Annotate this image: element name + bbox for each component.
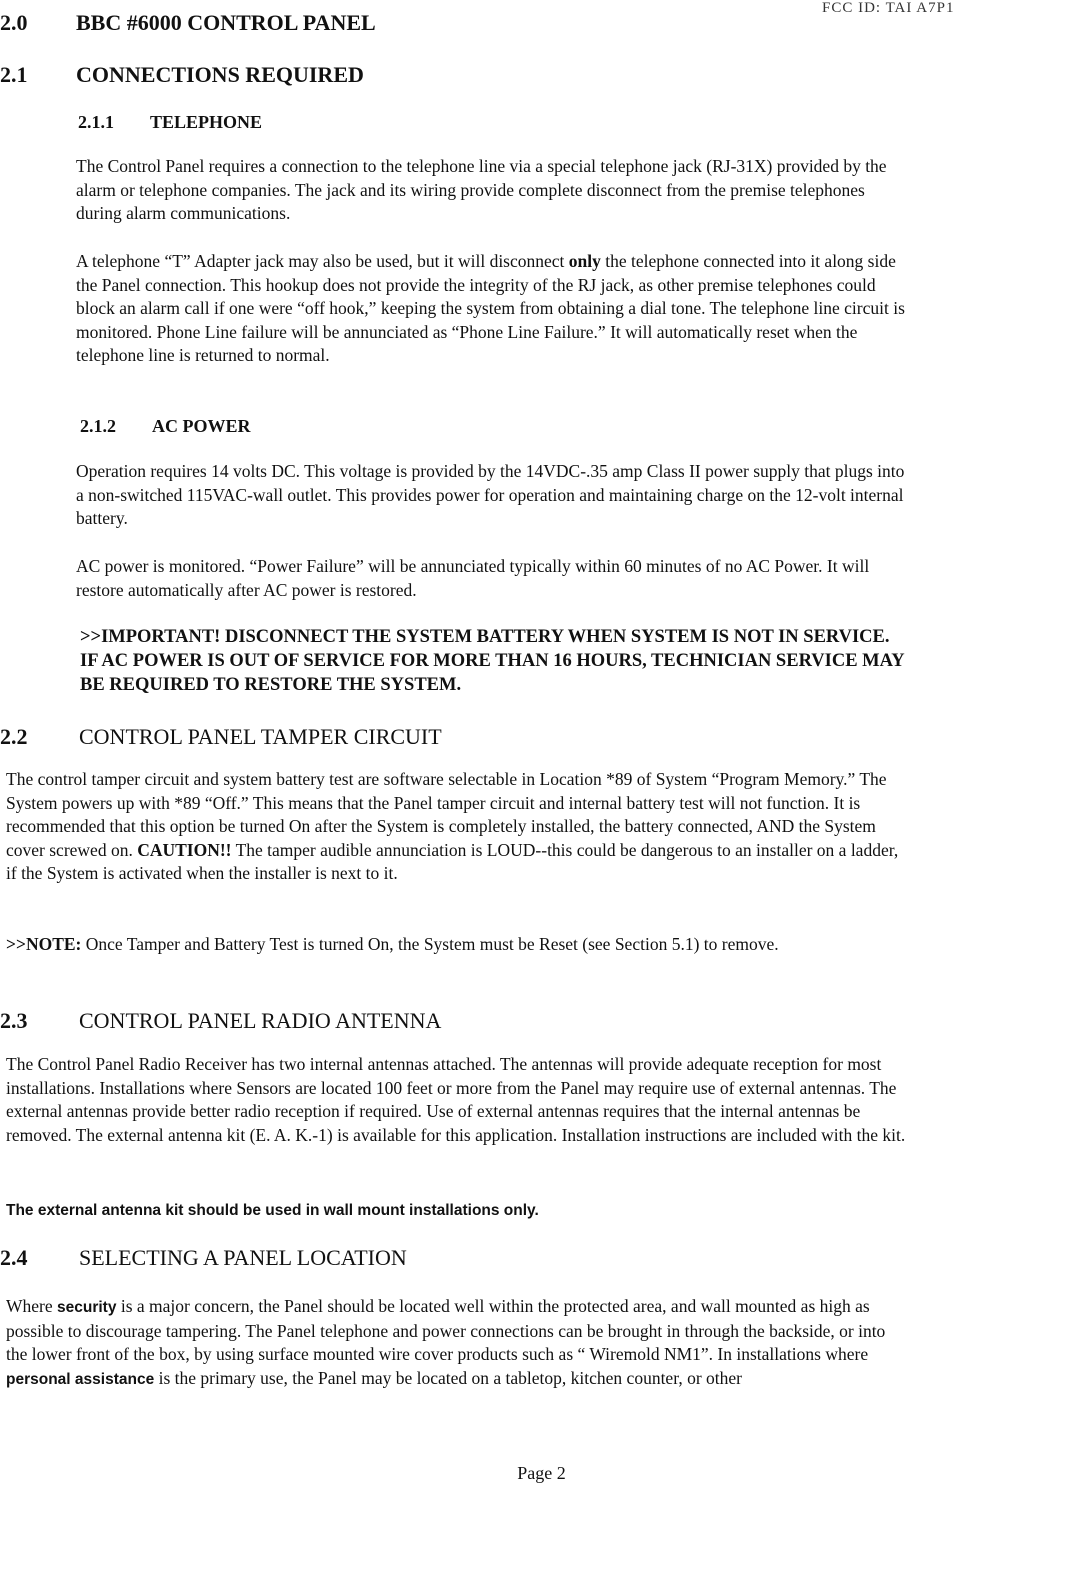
text-run: A telephone “T” Adapter jack may also be used, but it will disconnect	[76, 251, 569, 271]
section-2-1-1-heading	[78, 112, 262, 133]
section-2-1-heading	[0, 62, 364, 88]
antenna-note: The external antenna kit should be used in wall mount installations only.	[6, 1202, 539, 1219]
section-number: 2.3	[0, 1008, 28, 1033]
section-title: AC POWER	[152, 416, 251, 436]
text-run: is the primary use, the Panel may be located on a tabletop, kitchen counter, or other	[154, 1367, 742, 1388]
caution-text: CAUTION!!	[137, 839, 232, 860]
section-2-1-2-heading	[80, 416, 251, 437]
text-run: The tamper audible annunciation is LOUD--this could be dangerous to an installer on a ladder, if the System is activated when the installer is next to it.	[6, 839, 899, 883]
section-number: 2.2	[0, 724, 28, 749]
section-title: BBC #6000 CONTROL PANEL	[76, 10, 376, 35]
text-run: is a major concern, the Panel should be located well within the protected area, and wall mounted as high as possible to discourage tampering. The Panel telephone and power connections can be brought in through the backside, or into the lower front of the box, by using surface mounted wire cover products such as “ Wiremold NM1”. In installations where	[6, 1296, 886, 1364]
section-2-0-heading	[0, 10, 376, 36]
text-run: Where	[6, 1296, 58, 1316]
important-notice: >>IMPORTANT! DISCONNECT THE SYSTEM BATTERY WHEN SYSTEM IS NOT IN SERVICE. IF AC POWER IS OUT OF SERVICE FOR MORE THAN 16 HOURS, TECHNICIAN SERVICE MAY BE REQUIRED TO RESTORE THE SYSTEM.	[80, 627, 904, 695]
telephone-paragraph-2	[76, 250, 906, 368]
bold-text: personal assistance	[6, 1370, 155, 1388]
section-number: 2.4	[0, 1245, 28, 1270]
tamper-paragraph	[6, 768, 906, 886]
text-run: the telephone connected into it along side the Panel connection. This hookup does not provide the integrity of the RJ jack, as other premise telephones could block an alarm call if one were “off hook,” keeping the system from obtaining a dial tone. The telephone line circuit is monitored. Phone Line failure will be annunciated as “Phone Line Failure.” It will automatically reset when the telephone line is returned to normal.	[76, 251, 905, 365]
location-paragraph	[6, 1295, 906, 1391]
section-title: SELECTING A PANEL LOCATION	[79, 1245, 407, 1270]
note-label: >>NOTE:	[6, 934, 82, 954]
bold-text: only	[568, 251, 601, 271]
section-title: CONNECTIONS REQUIRED	[76, 62, 364, 87]
tamper-note	[6, 933, 906, 957]
text-run: Once Tamper and Battery Test is turned On, the System must be Reset (see Section 5.1) to remove.	[81, 934, 779, 954]
text-run: The control tamper circuit and system battery test are software selectable in Location *89 of System “Program Memory.” The System powers up with *89 “Off.” This means that the Panel tamper circuit and internal battery test will not function. It is recommended that this option be turned On after the System is completely installed, the battery connected, AND the System cover screwed on.	[6, 769, 887, 860]
section-title: CONTROL PANEL RADIO ANTENNA	[79, 1008, 442, 1033]
telephone-paragraph-1: The Control Panel requires a connection to the telephone line via a special telephone jack (RJ-31X) provided by the alarm or telephone companies. The jack and its wiring provide complete disconnect from the premise telephones during alarm communications.	[76, 156, 887, 223]
section-number: 2.1	[0, 62, 28, 87]
bold-text: security	[57, 1299, 117, 1316]
ac-power-paragraph-2: AC power is monitored. “Power Failure” will be annunciated typically within 60 minutes of no AC Power. It will restore automatically after AC power is restored.	[76, 556, 870, 600]
section-2-4-heading	[0, 1245, 407, 1271]
section-number: 2.0	[0, 10, 28, 35]
section-2-2-heading	[0, 724, 442, 750]
section-title: TELEPHONE	[150, 112, 263, 132]
page-number: Page 2	[517, 1463, 566, 1483]
section-number: 2.1.2	[80, 416, 116, 436]
section-2-3-heading	[0, 1008, 441, 1034]
fcc-id: FCC ID: TAI A7P1	[822, 0, 955, 16]
section-title: CONTROL PANEL TAMPER CIRCUIT	[79, 724, 442, 749]
antenna-paragraph: The Control Panel Radio Receiver has two internal antennas attached. The antennas will provide adequate reception for most installations. Installations where Sensors are located 100 feet or more from the Panel may require use of external antennas. The external antennas provide better radio reception if required. Use of external antennas requires that the internal antennas be removed. The external antenna kit (E. A. K.-1) is available for this application. Installation instructions are included with the kit.	[6, 1054, 906, 1145]
ac-power-paragraph-1: Operation requires 14 volts DC. This voltage is provided by the 14VDC-.35 amp Class II power supply that plugs into a non-switched 115VAC-wall outlet. This provides power for operation and maintaining charge on the 12-volt internal battery.	[76, 461, 905, 528]
section-number: 2.1.1	[78, 112, 114, 132]
